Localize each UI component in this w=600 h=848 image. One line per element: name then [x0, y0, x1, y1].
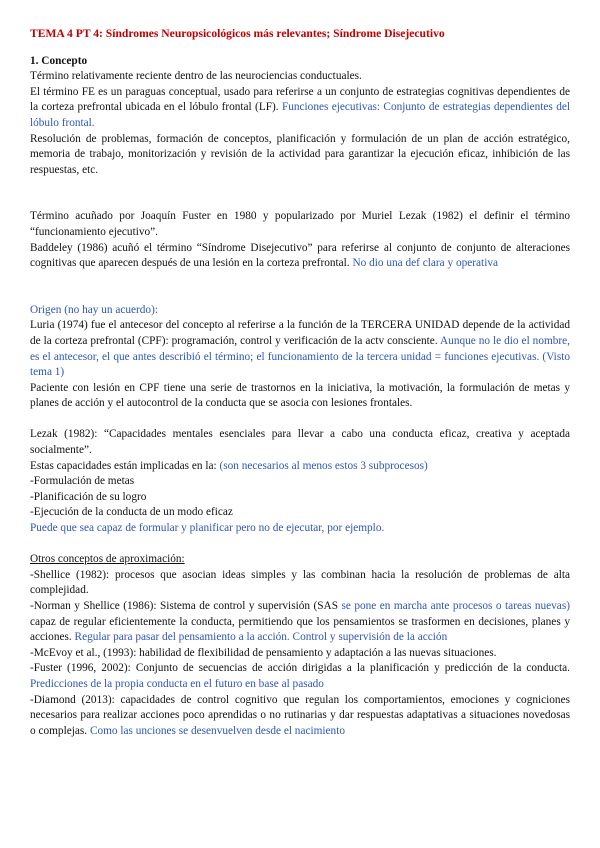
paragraph-baddeley: [30, 241, 570, 272]
paragraph-lezak: Lezak (1982): “Capacidades mentales esenciales para llevar a cabo una conducta eficaz, creativa y aceptada socialmente”.: [30, 428, 570, 457]
paragraph-resolucion: Resolución de problemas, formación de conceptos, planificación y formulación de un plan de acción estratégico, memoria de trabajo, monitorización y revisión de la actividad para garantizar la ejecución eficaz, inhibición de las respuestas, etc.: [30, 132, 570, 176]
implicadas-note: (son necesarios al menos estos 3 subprocesos): [219, 459, 428, 472]
spacer: [30, 537, 570, 553]
section-heading-origen: Origen (no hay un acuerdo):: [30, 303, 158, 316]
paragraph-fe: [30, 85, 570, 132]
list-item: -Ejecución de la conducta de un modo eficaz: [30, 506, 233, 519]
paragraph-shellice: -Shellice (1982): procesos que asocian ideas simples y las combinan hacia la resolución de problemas de alta complejidad.: [30, 568, 570, 597]
paragraph-paciente: Paciente con lesión en CPF tiene una serie de trastornos en la iniciativa, la motivación, la formulación de metas y planes de acción y el autocontrol de la conducta que se asocia con lesiones frontales.: [30, 381, 570, 410]
diamond-note: Como las unciones se desenvuelven desde el nacimiento: [89, 724, 345, 737]
paragraph-diamond: [30, 693, 570, 740]
fe-definition: El término FE es un paraguas conceptual, usado para referirse a un conjunto de estrategias cognitivas dependientes de la corteza prefrontal ubicada en el lóbulo frontal (LF).: [30, 85, 570, 114]
luria-note: Aunque no le dio el nombre, es el antecesor, el que antes describió el término; el funcionamiento de la tercera unidad = funciones ejecutivas. (Visto tema 1): [30, 334, 571, 379]
norman-text-b: capaz de regular eficientemente la conducta, permitiendo que los pensamientos se trasformen en decisiones, planes y acciones.: [30, 615, 570, 644]
document-title: TEMA 4 PT 4: Síndromes Neuropsicológicos más relevantes; Síndrome Disejecutivo: [30, 27, 445, 40]
luria-text: Luria (1974) fue el antecesor del concepto al referirse a la función de la TERCERA UNIDAD depende de la actividad de la corteza prefrontal (CPF): programación, control y verificación de la actv consciente.: [30, 319, 570, 347]
baddeley-note: No dio una def clara y operativa: [352, 257, 498, 270]
diamond-text: -Diamond (2013): capacidades de control cognitivo que regulan los comportamientos, emociones y cogniciones necesarios para realizar acciones poco aprendidas o no rutinarias y dar respuestas adaptativas a situaciones novedosas o complejas.: [30, 693, 570, 737]
lezak-note: Puede que sea capaz de formular y planificar pero no de ejecutar, por ejemplo.: [30, 522, 385, 535]
paragraph-luria: [30, 318, 570, 380]
spacer: [30, 178, 570, 209]
paragraph-norman: [30, 599, 570, 646]
list-item: -Formulación de metas: [30, 475, 135, 488]
fuster-1996-text: -Fuster (1996, 2002): Conjunto de secuencias de acción dirigidas a la planificación y predicción de la conducta.: [30, 662, 570, 675]
norman-text-a: -Norman y Shellice (1986): Sistema de control y supervisión (SAS: [30, 600, 338, 612]
section-heading-otros: Otros conceptos de aproximación:: [30, 553, 185, 566]
fe-note: Funciones ejecutivas: Conjunto de estrategias dependientes del lóbulo frontal.: [30, 101, 570, 129]
paragraph-implicadas: [30, 459, 570, 475]
spacer: [30, 272, 570, 303]
fuster-1996-note: Predicciones de la propia conducta en el futuro en base al pasado: [30, 677, 324, 690]
paragraph-mcevoy: -McEvoy et al., (1993): habilidad de flexibilidad de pensamiento y adaptación a las nuevas situaciones.: [30, 646, 497, 659]
norman-note-b: Regular para pasar del pensamiento a la acción. Control y supervisión de la acción: [74, 631, 448, 644]
paragraph-fuster-1996: [30, 661, 570, 692]
spacer: [30, 412, 570, 428]
baddeley-text: Baddeley (1986) acuñó el término “Síndrome Disejecutivo” para referirse al conjunto de conjunto de alteraciones cognitivas que aparecen después de una lesión en la corteza prefrontal.: [30, 241, 570, 270]
paragraph-intro: Término relativamente reciente dentro de las neurociencias conductuales.: [30, 70, 362, 83]
list-item: -Planificación de su logro: [30, 490, 147, 503]
paragraph-fuster: Término acuñado por Joaquín Fuster en 1980 y popularizado por Muriel Lezak (1982) el definir el término “funcionamiento ejecutivo”.: [30, 210, 570, 238]
implicadas-text: Estas capacidades están implicadas en la:: [30, 459, 217, 472]
norman-note-a: se pone en marcha ante procesos o tareas nuevas): [341, 600, 570, 612]
section-heading-concepto: 1. Concepto: [30, 54, 88, 67]
